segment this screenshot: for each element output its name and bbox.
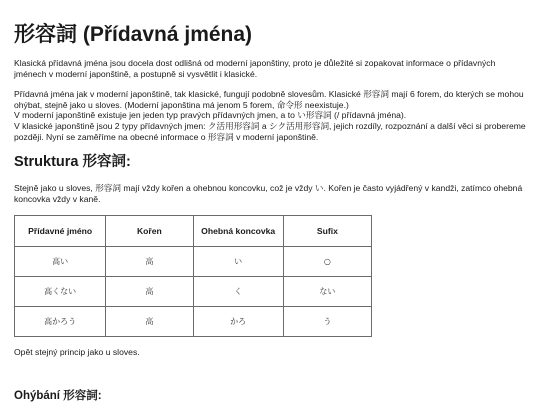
table-header-ending: Ohebná koncovka xyxy=(193,216,283,247)
table-cell-ending: かろ xyxy=(193,307,283,337)
forms-paragraph: Přídavná jména jak v moderní japonštině, tak klasické, fungují podobně slovesům. Klasické 形容詞 mají 6 forem, do kterých se mohou ohýbat, stejně jako u sloves. (Moderní japonština má jenom 5 forem, 命令形 neexistuje.) xyxy=(14,89,524,110)
table-row xyxy=(15,307,372,337)
page-title: 形容詞 (Přídavná jména) xyxy=(14,23,253,46)
table-cell-root: 高 xyxy=(106,247,193,277)
principle-paragraph: Opět stejný princip jako u sloves. xyxy=(14,347,140,357)
structure-paragraph: Stejně jako u sloves, 形容詞 mají vždy kořen a ohebnou koncovku, což je vždy い. Kořen je často vyjádřený v kandži, zatímco ohebná koncovka vždy v kaně. xyxy=(14,183,523,204)
table-header-suffix: Sufix xyxy=(283,216,371,247)
table-cell-root: 高 xyxy=(106,307,193,337)
intro-paragraph: Klasická přídavná jména jsou docela dost odlišná od moderní japonštiny, proto je důležité si zopakovat informace o přídavných jménech v moderní japonštině, a postupně si vysvětlit i klasické. xyxy=(14,58,496,79)
table-cell-suffix: う xyxy=(283,307,371,337)
table-cell-suffix: ○ xyxy=(283,247,371,277)
table-cell-ending: い xyxy=(193,247,283,277)
table-cell-root: 高 xyxy=(106,277,193,307)
table-header-adjective: Přídavné jméno xyxy=(15,216,106,247)
adjective-structure-table xyxy=(14,215,372,337)
table-cell-adjective: 高かろう xyxy=(15,307,106,337)
table-cell-adjective: 高い xyxy=(15,247,106,277)
table-cell-adjective: 高くない xyxy=(15,277,106,307)
classical-types-paragraph: V klasické japonštině jsou 2 typy přídavných jmen: ク活用形容詞 a シク活用形容詞, jejich rozdíly, rozpoznání a další věci si probereme později. Nyní se zaměříme na obecné informace o 形容詞 v moderní japonštině. xyxy=(14,121,526,142)
table-cell-ending: く xyxy=(193,277,283,307)
table-header-root: Kořen xyxy=(106,216,193,247)
ohybani-heading: Ohýbání 形容詞: xyxy=(14,390,102,402)
table-row xyxy=(15,277,372,307)
modern-type-paragraph: V moderní japonštině existuje jen jeden typ pravých přídavných jmen, a to い形容詞 (/ přídavná jména). xyxy=(14,110,407,120)
table-cell-suffix: ない xyxy=(283,277,371,307)
structure-heading: Struktura 形容詞: xyxy=(14,154,131,170)
table-row xyxy=(15,247,372,277)
table-header-row xyxy=(15,216,372,247)
